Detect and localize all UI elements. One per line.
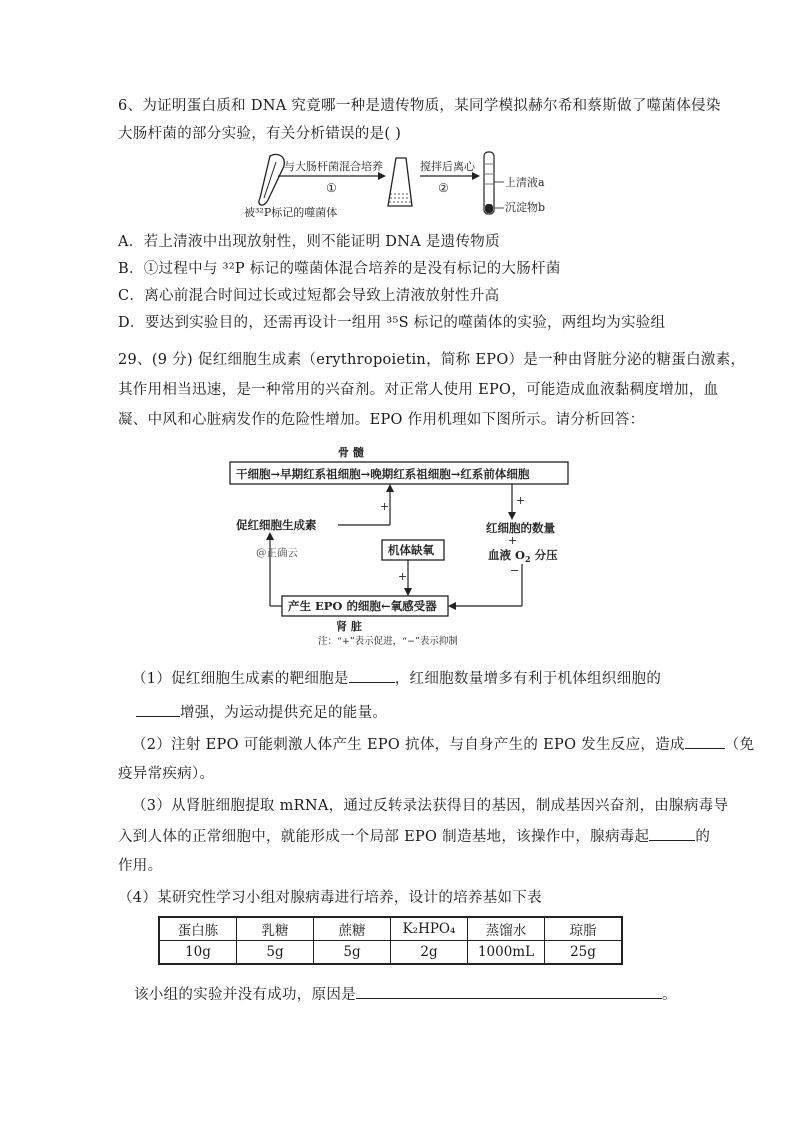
q29-part3-line2 (118, 826, 710, 847)
label-watermark: @正确云 (256, 547, 298, 559)
label-blood-o2: 血液 $O_2$ 分压 (488, 548, 558, 564)
label-phage: 被³²P标记的噬菌体 (244, 206, 338, 219)
label-epo-cell: 产生 EPO 的细胞←氧感受器 (288, 599, 437, 613)
q29-part4-text-b: 。 (662, 987, 677, 1003)
q29-part3-text-a: 入到人体的正常细胞中，就能形成一个局部 EPO 制造基地，该操作中，腺病毒起 (118, 829, 650, 845)
epo-cell-arrowhead (266, 532, 274, 540)
label-cell-chain: 干细胞→早期红系祖细胞→晚期红系祖细胞→红系前体细胞 (236, 467, 530, 481)
q29-part1-line2 (136, 702, 387, 723)
table-header-cell: 蒸馏水 (468, 917, 545, 941)
table-cell: 1000mL (468, 941, 545, 965)
table-header-cell: K₂HPO₄ (391, 917, 468, 941)
table-cell: 5g (237, 941, 314, 965)
q6-stem-line1: 6、为证明蛋白质和 DNA 究竟哪一种是遗传物质，某同学模拟赫尔希和蔡斯做了噬菌体侵染 (118, 98, 721, 114)
arrow-1-head (378, 172, 386, 180)
label-mix: 与大肠杆菌混合培养 (284, 160, 383, 173)
label-epo: 促红细胞生成素 (236, 518, 317, 532)
plus-o2: + (508, 534, 518, 547)
arrow-2-head (472, 172, 480, 180)
phage-tube-shape (259, 154, 284, 205)
q6-option-d: D．要达到实验目的，还需再设计一组用 ³⁵S 标记的噬菌体的实验，两组均为实验组 (118, 315, 666, 331)
q6-option-a: A．若上清液中出现放射性，则不能证明 DNA 是遗传物质 (118, 234, 500, 250)
phage-tube-inner (264, 162, 276, 198)
label-sediment: 沉淀物b (505, 201, 546, 214)
minus-o2: − (510, 564, 520, 577)
table-cell: 10g (159, 941, 237, 965)
q29-part2-line2: 疫异常疾病）。 (118, 766, 215, 782)
epo-diagram-svg (220, 442, 580, 652)
plus-epo: + (380, 500, 390, 513)
table-cell: 2g (391, 941, 468, 965)
q29-part4-text-a: 该小组的实验并没有成功，原因是 (134, 987, 356, 1003)
flask-shape (388, 158, 412, 206)
table-cell: 25g (545, 941, 623, 965)
answer-blank-3[interactable] (649, 826, 695, 841)
hypoxia-arrowhead (404, 588, 412, 596)
label-rbc-count: 红细胞的数量 (486, 521, 555, 535)
q29-part1-line1 (132, 668, 661, 689)
q29-part4-line2 (134, 984, 677, 1005)
q29-part3-line1: （3）从肾脏细胞提取 mRNA，通过反转录法获得目的基因，制成基因兴奋剂，由腺病毒导 (132, 798, 729, 814)
table-header-cell: 乳糖 (237, 917, 314, 941)
phage-experiment-svg (230, 148, 570, 228)
tube-sediment (485, 204, 493, 213)
answer-blank-4[interactable] (356, 984, 662, 999)
label-bone-marrow: 骨 髓 (338, 446, 364, 459)
q29-part1-text-b: ，红细胞数量增多有利于机体组织细胞的 (394, 671, 662, 687)
q29-part4-line1: （4）某研究性学习小组对腺病毒进行培养，设计的培养基如下表 (118, 890, 542, 906)
label-hypoxia: 机体缺氧 (388, 543, 434, 557)
q29-intro-line3: 凝、中风和心脏病发作的危险性增加。EPO 作用机理如下图所示。请分析回答： (118, 412, 645, 428)
q29-intro-line1: 29、(9 分) 促红细胞生成素（erythropoietin，简称 EPO）是一种由肾脏分泌的糖蛋白激素， (118, 352, 746, 368)
q29-part1-text-a: （1）促红细胞生成素的靶细胞是 (132, 671, 349, 687)
table-row (159, 941, 622, 965)
table-header-cell: 琼脂 (545, 917, 623, 941)
label-spin: 搅拌后离心 (420, 160, 475, 173)
label-step2: ② (438, 181, 449, 195)
q6-option-c: C．离心前混合时间过长或过短都会导致上清液放射性升高 (118, 288, 500, 304)
label-supernatant: 上清液a (505, 176, 545, 189)
chain-to-rbc-head (508, 512, 516, 520)
phage-experiment-figure (230, 148, 570, 232)
plus-hypoxia: + (398, 570, 408, 583)
label-step1: ① (326, 181, 337, 195)
table-header-row (159, 917, 622, 941)
q6-option-b: B．①过程中与 ³²P 标记的噬菌体混合培养的是没有标记的大肠杆菌 (118, 261, 561, 277)
answer-blank-2[interactable] (685, 734, 725, 749)
q6-stem-line2: 大肠杆菌的部分实验，有关分析错误的是( ) (118, 126, 402, 142)
label-kidney: 肾 脏 (336, 620, 362, 633)
o2-arrowhead (448, 602, 456, 610)
plus-rbc: + (516, 494, 526, 507)
q29-part2-line1 (132, 734, 754, 755)
answer-blank-1b[interactable] (136, 702, 180, 717)
answer-blank-1a[interactable] (349, 668, 395, 683)
table-header-cell: 蛋白胨 (159, 917, 237, 941)
q29-intro-line2: 其作用相当迅速，是一种常用的兴奋剂。对正常人使用 EPO，可能造成血液黏稠度增加，血 (118, 382, 719, 398)
q29-part2-text-b: （免 (724, 737, 755, 753)
epo-arrowhead (386, 484, 394, 492)
q29-part2-text-a: （2）注射 EPO 可能刺激人体产生 EPO 抗体，与自身产生的 EPO 发生反应，造成 (132, 737, 685, 753)
culture-medium-table (158, 916, 623, 965)
q29-part1-text-c: 增强，为运动提供充足的能量。 (180, 705, 388, 721)
epo-mechanism-diagram (220, 442, 580, 656)
q29-part3-line3: 作用。 (118, 858, 163, 874)
table-cell: 5g (314, 941, 391, 965)
q29-part3-text-b: 的 (695, 829, 711, 845)
label-note: 注：“+”表示促进，“−”表示抑制 (318, 636, 458, 647)
table-header-cell: 蔗糖 (314, 917, 391, 941)
